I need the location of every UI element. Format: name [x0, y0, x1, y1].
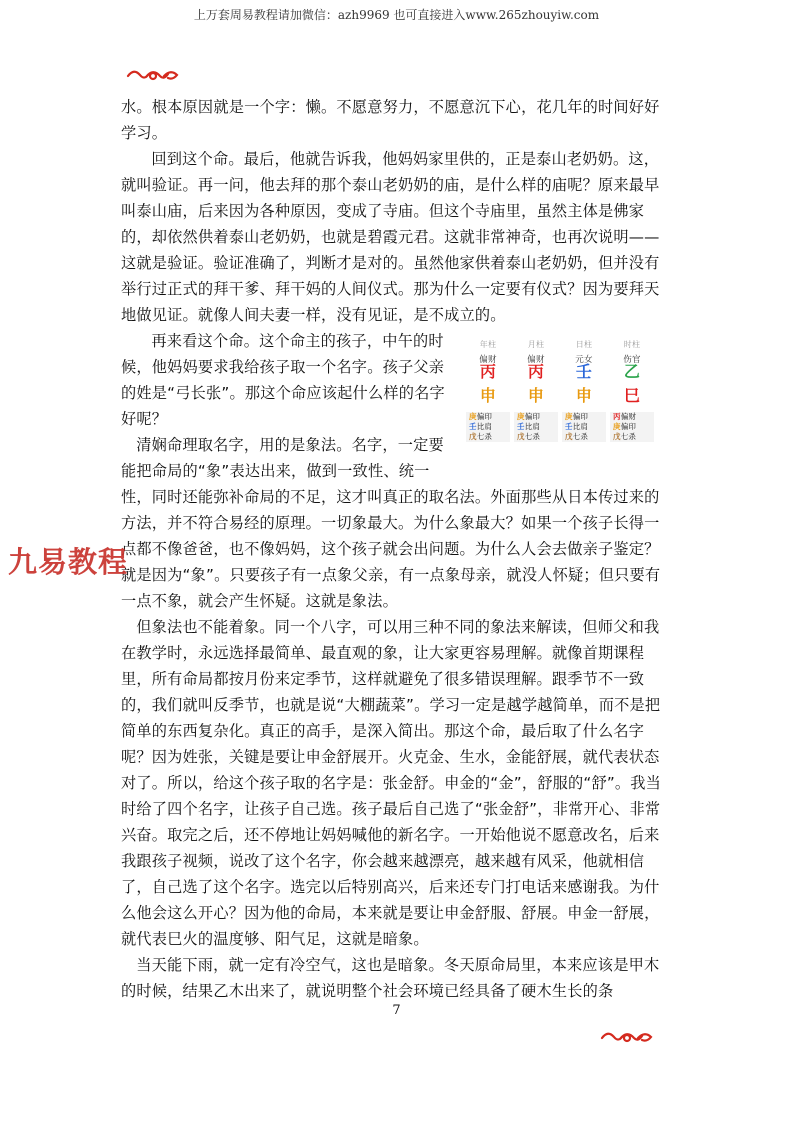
heavenly-stem: 壬: [575, 362, 593, 381]
hidden-stem: 庚: [469, 412, 477, 421]
page-number: 7: [392, 1003, 401, 1018]
paragraph: 再来看这个命。这个命主的孩子，中午的时候，他妈妈要求我给孩子取一个名字。孩子父亲的姓是“弓长张”。那这个命应该起什么样的名字好呢？: [121, 332, 445, 428]
paragraph: 回到这个命。最后，他就告诉我，他妈妈家里供的，正是泰山老奶奶。这，就叫验证。再一问，他去拜的那个泰山老奶奶的庙，是什么样的庙呢？原来最早叫泰山庙，后来因为各种原因，变成了寺庙。但这个寺庙里，虽然主体是佛家的，却依然供着泰山老奶奶，也就是碧霞元君。这就非常神奇，也再次说明——这就是验证。验证准确了，判断才是对的。虽然他家供着泰山老奶奶，但并没有举行过正式的拜干爹、拜干妈的人间仪式。那为什么一定要有仪式？因为要拜天地做见证。就像人间夫妻一样，没有见证，是不成立的。: [121, 150, 660, 324]
hidden-stem-row: [517, 412, 558, 422]
cloud-ornament-icon: [600, 1028, 654, 1046]
hidden-stems: [466, 412, 510, 442]
hidden-stem: 壬: [469, 422, 477, 431]
hidden-stem: 戊: [565, 432, 573, 441]
hidden-stem-row: [613, 422, 654, 432]
hidden-stem: 戊: [469, 432, 477, 441]
hidden-stem-row: [469, 422, 510, 432]
hidden-stem-row: [517, 422, 558, 432]
hidden-stem-row: [469, 412, 510, 422]
hidden-stem-god: 七杀: [572, 432, 589, 441]
paragraph: 当天能下雨，就一定有冷空气，这也是暗象。冬天原命局里，本来应该是甲木的时候，结果乙木出来了，就说明整个社会环境已经具备了硬木生长的条: [121, 956, 660, 1000]
hidden-stem-row: [613, 432, 654, 442]
hidden-stem-god: 比肩: [476, 422, 493, 431]
hidden-stem-god: 偏印: [524, 412, 541, 421]
hidden-stem: 庚: [613, 422, 621, 431]
hidden-stem-row: [613, 412, 654, 422]
hidden-stem-row: [565, 422, 606, 432]
hidden-stem-god: 比肩: [524, 422, 541, 431]
pillar-name: 时柱: [623, 340, 641, 349]
stem-god-label: 伤官: [623, 355, 641, 365]
stem-god-label: 偏财: [479, 355, 497, 365]
earthly-branch: 申: [479, 386, 497, 405]
paragraph: 但象法也不能着象。同一个八字，可以用三种不同的象法来解读，但师父和我在教学时，永远选择最简单、最直观的象，让大家更容易理解。就像首期课程里，所有命局都按月份来定季节，这样就避免了很多错误理解。跟季节不一致的，我们就叫反季节，也就是说“大棚蔬菜”。学习一定是越学越简单，而不是把简单的东西复杂化。真正的高手，是深入简出。那这个命，最后取了什么名字呢？因为姓张，关键是要让申金舒展开。火克金、生水，金能舒展，就代表状态对了。所以，给这个孩子取的名字是：张金舒。申金的“金”，舒服的“舒”。我当时给了四个名字，让孩子自己选。孩子最后自己选了“张金舒”，非常开心、非常兴奋。取完之后，还不停地让妈妈喊他的新名字。一开始他说不愿意改名，后来我跟孩子视频，说改了这个名字，你会越来越漂亮，越来越有风采，他就相信了，自己选了这个名字。选完以后特别高兴，后来还专门打电话来感谢我。为什么他会这么开心？因为他的命局，本来就是要让申金舒服、舒展。申金一舒展，就代表巳火的温度够、阳气足，这就是暗象。: [121, 618, 662, 948]
earthly-branch: 申: [527, 386, 545, 405]
cloud-ornament-icon: [126, 66, 180, 84]
pillar-name: 月柱: [527, 340, 545, 349]
stem-god-label: 元女: [575, 355, 593, 365]
hidden-stem-god: 偏印: [620, 422, 637, 431]
earthly-branch: 巳: [623, 386, 641, 405]
hidden-stem-row: [517, 432, 558, 442]
hidden-stem: 戊: [517, 432, 525, 441]
hidden-stem-god: 七杀: [476, 432, 493, 441]
earthly-branch: 申: [575, 386, 593, 405]
hidden-stem: 庚: [565, 412, 573, 421]
heavenly-stem: 丙: [479, 362, 497, 381]
pillar-name: 日柱: [575, 340, 593, 349]
stem-god-label: 偏财: [527, 355, 545, 365]
heavenly-stem: 丙: [527, 362, 545, 381]
pillar-name: 年柱: [479, 340, 497, 349]
hidden-stem-god: 比肩: [572, 422, 589, 431]
hidden-stem-god: 偏印: [572, 412, 589, 421]
hidden-stem-god: 七杀: [620, 432, 637, 441]
hidden-stem-god: 七杀: [524, 432, 541, 441]
watermark-logo: 九易教程: [8, 545, 129, 579]
hidden-stem-god: 偏印: [476, 412, 493, 421]
hidden-stem-god: 偏财: [620, 412, 637, 421]
hidden-stem-row: [469, 432, 510, 442]
heavenly-stem: 乙: [623, 362, 641, 381]
hidden-stem: 丙: [613, 412, 621, 421]
hidden-stems: [562, 412, 606, 442]
hidden-stems: [610, 412, 654, 442]
page-header: 上万套周易教程请加微信：azh9969 也可直接进入www.265zhouyiw.com: [193, 8, 600, 22]
hidden-stem-row: [565, 412, 606, 422]
paragraph: 水。根本原因就是一个字：懒。不愿意努力，不愿意沉下心，花几年的时间好好学习。: [121, 98, 660, 142]
hidden-stem-row: [565, 432, 606, 442]
hidden-stems: [514, 412, 558, 442]
hidden-stem: 戊: [613, 432, 621, 441]
paragraph: 清娴命理取名字，用的是象法。名字，一定要能把命局的“象”表达出来，做到一致性、统一性，同时还能弥补命局的不足，这才叫真正的取名法。外面那些从日本传过来的方法，并不符合易经的原理。一切象最大。为什么象最大？如果一个孩子长得一点都不像爸爸，也不像妈妈，这个孩子就会出问题。为什么人会去做亲子鉴定？就是因为“象”。只要孩子有一点象父亲，有一点象母亲，就没人怀疑；但只要有一点不象，就会产生怀疑。这就是象法。: [121, 436, 661, 610]
hidden-stem: 壬: [565, 422, 573, 431]
bazi-chart: [466, 332, 658, 460]
hidden-stem: 壬: [517, 422, 525, 431]
hidden-stem: 庚: [517, 412, 525, 421]
document-body: [121, 94, 666, 1004]
